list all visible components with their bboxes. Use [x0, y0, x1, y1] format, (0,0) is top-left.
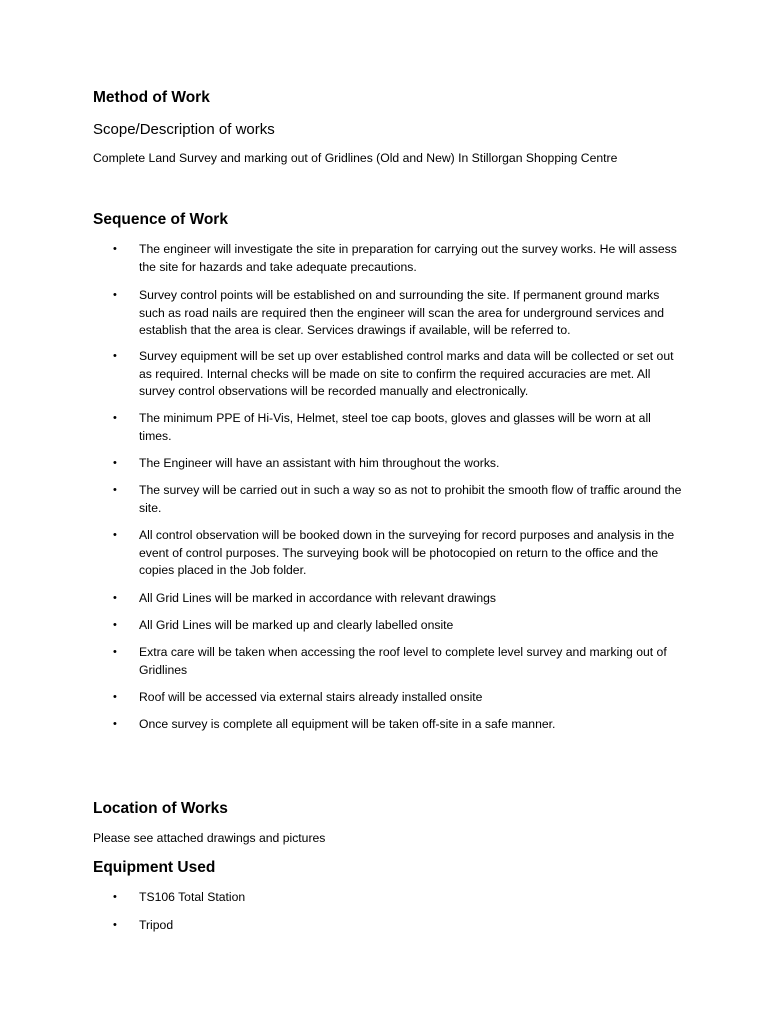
list-item-text: The minimum PPE of Hi-Vis, Helmet, steel toe cap boots, gloves and glasses will be worn at all times.	[139, 411, 651, 443]
list-item-text: Survey equipment will be set up over established control marks and data will be collected or set out as required. Internal checks will be made on site to confirm the required accuracies are met. All survey control observations will be recorded manually and electronically.	[139, 349, 674, 398]
list-item-text: TS106 Total Station	[139, 890, 246, 904]
bullet-icon: •	[113, 691, 117, 703]
list-item-text: All Grid Lines will be marked in accordance with relevant drawings	[139, 591, 496, 605]
bullet-icon: •	[113, 718, 117, 730]
list-item-text: Roof will be accessed via external stairs already installed onsite	[139, 690, 483, 704]
list-item-text: The Engineer will have an assistant with him throughout the works.	[139, 456, 500, 470]
bullet-icon: •	[113, 529, 117, 541]
scope-description: Complete Land Survey and marking out of Gridlines (Old and New) In Stillorgan Shopping Centre	[93, 151, 618, 165]
scope-heading: Scope/Description of works	[93, 121, 275, 138]
list-item-text: All Grid Lines will be marked up and clearly labelled onsite	[139, 618, 454, 632]
bullet-icon: •	[113, 891, 117, 903]
method-of-work-heading: Method of Work	[93, 89, 210, 106]
sequence-of-work-heading: Sequence of Work	[93, 211, 228, 228]
list-item-text: Survey control points will be established on and surrounding the site. If permanent ground marks such as road nails are required then the engineer will scan the area for underground services and establish that the area is clear. Services drawings if available, will be referred to.	[139, 288, 665, 337]
bullet-icon: •	[113, 592, 117, 604]
list-item-text: Tripod	[139, 918, 174, 932]
location-of-works-heading: Location of Works	[93, 800, 228, 817]
list-item-text: The engineer will investigate the site in preparation for carrying out the survey works. He will assess the site for hazards and take adequate precautions.	[139, 242, 677, 274]
bullet-icon: •	[113, 243, 117, 255]
bullet-icon: •	[113, 289, 117, 301]
bullet-icon: •	[113, 619, 117, 631]
equipment-used-heading: Equipment Used	[93, 859, 216, 876]
bullet-icon: •	[113, 646, 117, 658]
list-item-text: The survey will be carried out in such a way so as not to prohibit the smooth flow of traffic around the site.	[139, 483, 682, 515]
list-item-text: All control observation will be booked down in the surveying for record purposes and analysis in the event of control purposes. The surveying book will be photocopied on return to the office and the copies placed in the Job folder.	[139, 528, 675, 577]
bullet-icon: •	[113, 412, 117, 424]
location-description: Please see attached drawings and pictures	[93, 831, 326, 845]
list-item-text: Extra care will be taken when accessing the roof level to complete level survey and marking out of Gridlines	[139, 645, 667, 677]
list-item-text: Once survey is complete all equipment will be taken off-site in a safe manner.	[139, 717, 556, 731]
bullet-icon: •	[113, 350, 117, 362]
bullet-icon: •	[113, 457, 117, 469]
bullet-icon: •	[113, 919, 117, 931]
bullet-icon: •	[113, 484, 117, 496]
